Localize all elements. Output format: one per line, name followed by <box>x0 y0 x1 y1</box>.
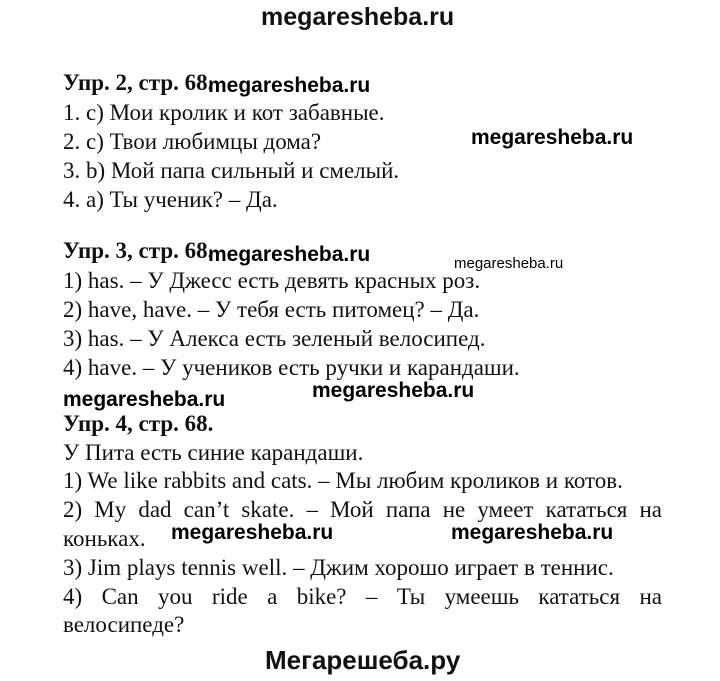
ex4-line-2a: 2) My dad can’t skate. – Мой папа не умеет кататься на <box>63 497 662 522</box>
ex2-line-4: 4. a) Ты ученик? – Да. <box>63 187 278 212</box>
watermark: megaresheba.ru <box>312 379 475 402</box>
ex3-line-4: 4) have. – У учеников есть ручки и карандаши. <box>63 355 520 380</box>
ex4-line-3: 3) Jim plays tennis well. – Джим хорошо играет в теннис. <box>63 555 614 580</box>
ex4-line-2b: коньках. <box>63 526 146 551</box>
ex4-intro: У Пита есть синие карандаши. <box>63 440 364 465</box>
ex2-line-2: 2. c) Твои любимцы дома? <box>63 129 322 154</box>
ex2-line-3: 3. b) Мой папа сильный и смелый. <box>63 158 400 183</box>
watermark: megaresheba.ru <box>171 521 334 544</box>
watermark: megaresheba.ru <box>63 388 226 411</box>
footer-site-name: Мегарешеба.ру <box>265 645 461 675</box>
watermark: megaresheba.ru <box>208 243 371 266</box>
ex4-line-1: 1) We like rabbits and cats. – Мы любим кроликов и котов. <box>63 468 623 493</box>
watermark: megaresheba.ru <box>208 74 371 97</box>
watermark: megaresheba.ru <box>451 521 614 544</box>
ex2-title: Упр. 2, стр. 68. <box>63 70 214 95</box>
watermark-small: megaresheba.ru <box>454 255 564 272</box>
header-site-watermark: megaresheba.ru <box>261 3 455 31</box>
ex4-line-4a: 4) Can you ride a bike? – Ты умеешь кататься на <box>63 584 662 609</box>
ex3-line-2: 2) have, have. – У тебя есть питомец? – Да. <box>63 297 480 322</box>
ex3-line-3: 3) has. – У Алекса есть зеленый велосипед. <box>63 326 486 351</box>
ex4-title: Упр. 4, стр. 68. <box>63 411 214 436</box>
ex3-title: Упр. 3, стр. 68. <box>63 238 214 263</box>
ex4-line-4b: велосипеде? <box>63 612 185 637</box>
watermark: megaresheba.ru <box>471 126 634 149</box>
ex2-line-1: 1. c) Мои кролик и кот забавные. <box>63 100 385 125</box>
ex3-line-1: 1) has. – У Джесс есть девять красных роз. <box>63 268 481 293</box>
